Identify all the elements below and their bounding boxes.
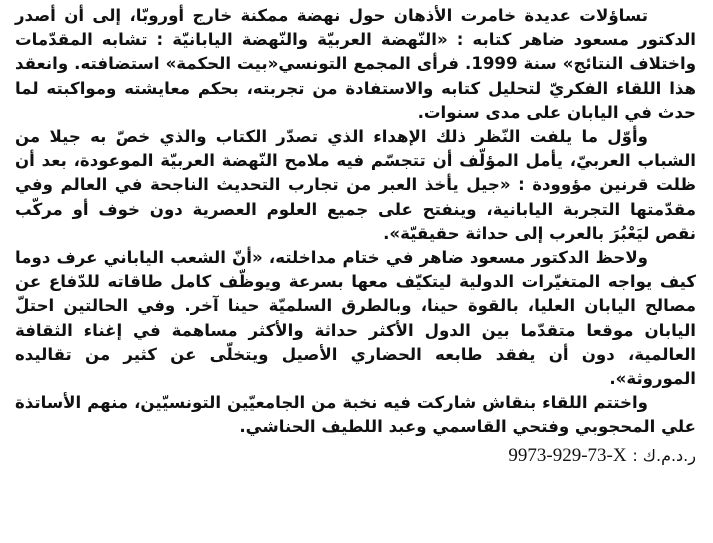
- document-page: [15, 4, 696, 467]
- paragraph-4: واختتم اللقاء بنقاش شاركت فيه نخبة من الجامعيّين التونسيّين، منهم الأساتذة علي المحجوبي وفتحي القاسمي وعبد اللطيف الحناشي.: [15, 393, 696, 437]
- isbn-line: [15, 445, 696, 467]
- paragraph-2: وأوّل ما يلفت النّظر ذلك الإهداء الذي تصدّر الكتاب والذي خصّ به جيلا من الشباب العربيّ، يأمل المؤلّف أن تتجسّم فيه ملامح النّهضة العربيّة الموعودة، بعد أن ظلت قرنين مؤوودة : «جيل يأخذ العبر من تجارب التحديث الناجحة في العالم وفي مقدّمتها التجربة اليابانية، وينفتح على جميع العلوم العصرية دون خوف أو مركّب نقص ليَعْبُرَ بالعرب إلى حداثة حقيقيّة».: [15, 127, 696, 243]
- isbn-label: ر.د.م.ك :: [632, 445, 696, 465]
- paragraph-3: ولاحظ الدكتور مسعود ضاهر في ختام مداخلته، «أنّ الشعب الياباني عرف دوما كيف يواجه المتغيّرات الدولية ليتكيّف معها بسرعة ويوظّف كامل طاقاته للدّفاع عن مصالح اليابان العليا، بالقوة حينا، وبالطرق السلميّة حينا آخر. وفي الحالتين احتلّ اليابان موقعا متقدّما بين الدول الأكثر حداثة والأكثر مساهمة في إغناء الثقافة العالمية، دون أن يفقد طابعه الحضاري الأصيل ويتخلّى عن كثير من تقاليده الموروثة».: [15, 248, 696, 389]
- paragraph-1: تساؤلات عديدة خامرت الأذهان حول نهضة ممكنة خارج أوروبّا، إلى أن أصدر الدكتور مسعود ضاهر كتابه : «النّهضة العربيّة والنّهضة اليابانيّة : تشابه المقدّمات واختلاف النتائج» سنة 1999. فرأى المجمع التونسي«بيت الحكمة» استضافته. وانعقد هذا اللقاء الفكريّ لتحليل كتابه والاستفادة من تجربته، بحكم معايشته ومواكبته لما حدث في اليابان على مدى سنوات.: [15, 6, 697, 122]
- isbn-number: 9973-929-73-X: [508, 444, 627, 466]
